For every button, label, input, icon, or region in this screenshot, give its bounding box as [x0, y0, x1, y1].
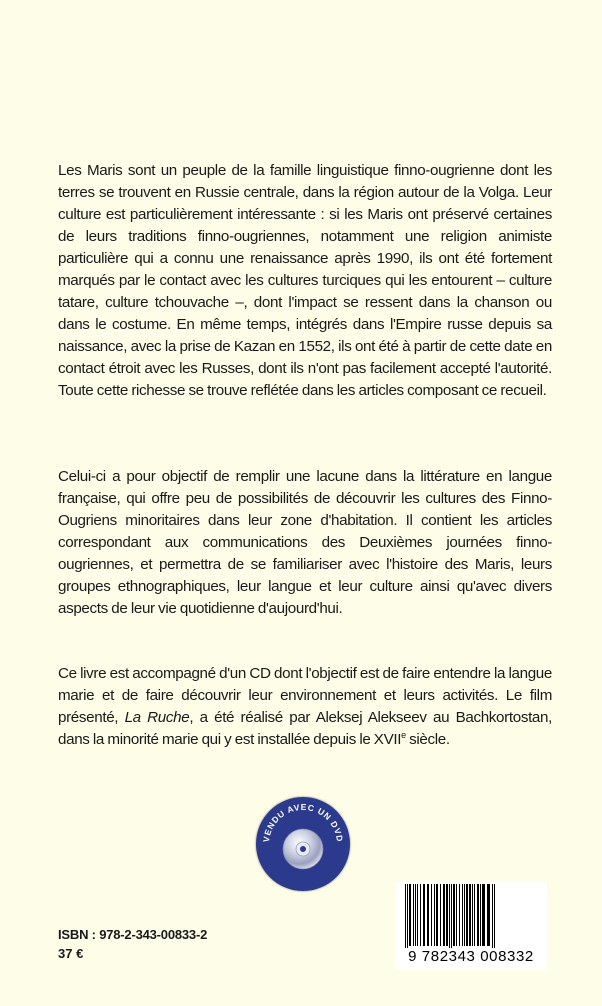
barcode-bar [420, 884, 421, 946]
paragraph-3-part-3: siècle. [405, 731, 450, 748]
paragraph-1-text: Les Maris sont un peuple de la famille linguistique finno-ougrienne dont les terres se trouvent en Russie centrale, dans la région autour de la Volga. Leur culture est particulièrement intéressante : si les Maris ont préservé certaines de leurs traditions finno-ougriennes, notamment une religion animiste particulière qui a connu une renaissance après 1990, ils ont été fortement marqués par le contact avec les cultures turciques qui les entourent – culture tatare, culture tchouvache –, dont l'impact se ressent dans la chanson ou dans le costume. En même temps, intégrés dans l'Empire russe depuis sa naissance, avec la prise de Kazan en 1552, ils ont été à partir de cette date en contact étroit avec les Russes, dont ils n'ont pas facilement accepté l'autorité. Toute cette richesse se trouve reflétée dans les articles composant ce recueil. [58, 162, 552, 399]
barcode-bar [469, 884, 471, 946]
barcode-bar [453, 884, 455, 946]
barcode-bar [451, 884, 452, 952]
barcode-bar [480, 884, 481, 946]
barcode-bar [417, 884, 418, 946]
dvd-badge-graphic [256, 797, 350, 891]
isbn-label: ISBN : 978-2-343-00833-2 [58, 927, 208, 942]
barcode-bar [474, 884, 475, 946]
barcode-bar [436, 884, 438, 946]
paragraph-2-text: Celui-ci a pour objectif de remplir une lacune dans la littérature en langue française, qui offre peu de possibilités de découvrir les cultures des Finno-Ougriens minoritaires dans leur zone d'habitation. Il contient les articles correspondant aux communications des Deuxièmes journées finno-ougriennes, et permettra de se familiariser avec l'histoire des Maris, leurs groupes ethnographiques, leur langue et leur culture ainsi qu'avec divers aspects de leur vie quotidienne d'aujourd'hui. [58, 468, 552, 617]
barcode-bar [423, 884, 425, 946]
paragraph-3-part-2: , a été réalisé par Aleksej Alekseev au Bachkortostan, dans la minorité marie qui y est installée depuis le XVII [58, 709, 552, 748]
barcode-bar [446, 884, 448, 946]
dvd-badge [256, 797, 350, 891]
barcode-bar [405, 884, 406, 952]
barcode-bar [409, 884, 411, 946]
barcode-bar [494, 884, 495, 952]
barcode-bar [459, 884, 460, 946]
paragraph-3-part-1: Ce livre est accompagné d'un CD dont l'objectif est de faire entendre la langue marie et de faire découvrir leur environnement et leurs activités. Le film présenté, [58, 665, 552, 726]
dvd-badge-text: VENDU AVEC UN DVD [260, 801, 346, 843]
barcode-bar [482, 884, 485, 946]
barcode-bar [413, 884, 414, 946]
barcode-bar [466, 884, 468, 946]
barcode-bar [449, 884, 450, 952]
barcode-bar [434, 884, 435, 946]
barcode-bar [407, 884, 408, 952]
price-label: 37 € [58, 946, 84, 961]
barcode [395, 882, 547, 970]
barcode-digits: 9 782343 008332 [395, 948, 547, 966]
barcode-bar [415, 884, 416, 946]
barcode-bar [477, 884, 479, 946]
barcode-bar [487, 884, 490, 946]
barcode-bar [464, 884, 465, 946]
barcode-bar [431, 884, 432, 946]
century-superscript: e [401, 729, 406, 740]
paragraph-3-text [58, 663, 552, 751]
barcode-bar [443, 884, 445, 946]
barcode-bar [462, 884, 463, 946]
paragraph-1 [58, 160, 552, 402]
film-title: La Ruche [124, 709, 190, 726]
paragraph-2 [58, 466, 552, 620]
barcode-bar [456, 884, 457, 946]
barcode-bar [472, 884, 473, 946]
barcode-bars [395, 882, 547, 952]
barcode-bar [492, 884, 493, 952]
barcode-bar [427, 884, 429, 946]
barcode-bar [440, 884, 441, 946]
dvd-disc-icon [283, 829, 323, 869]
paragraph-3 [58, 663, 552, 751]
